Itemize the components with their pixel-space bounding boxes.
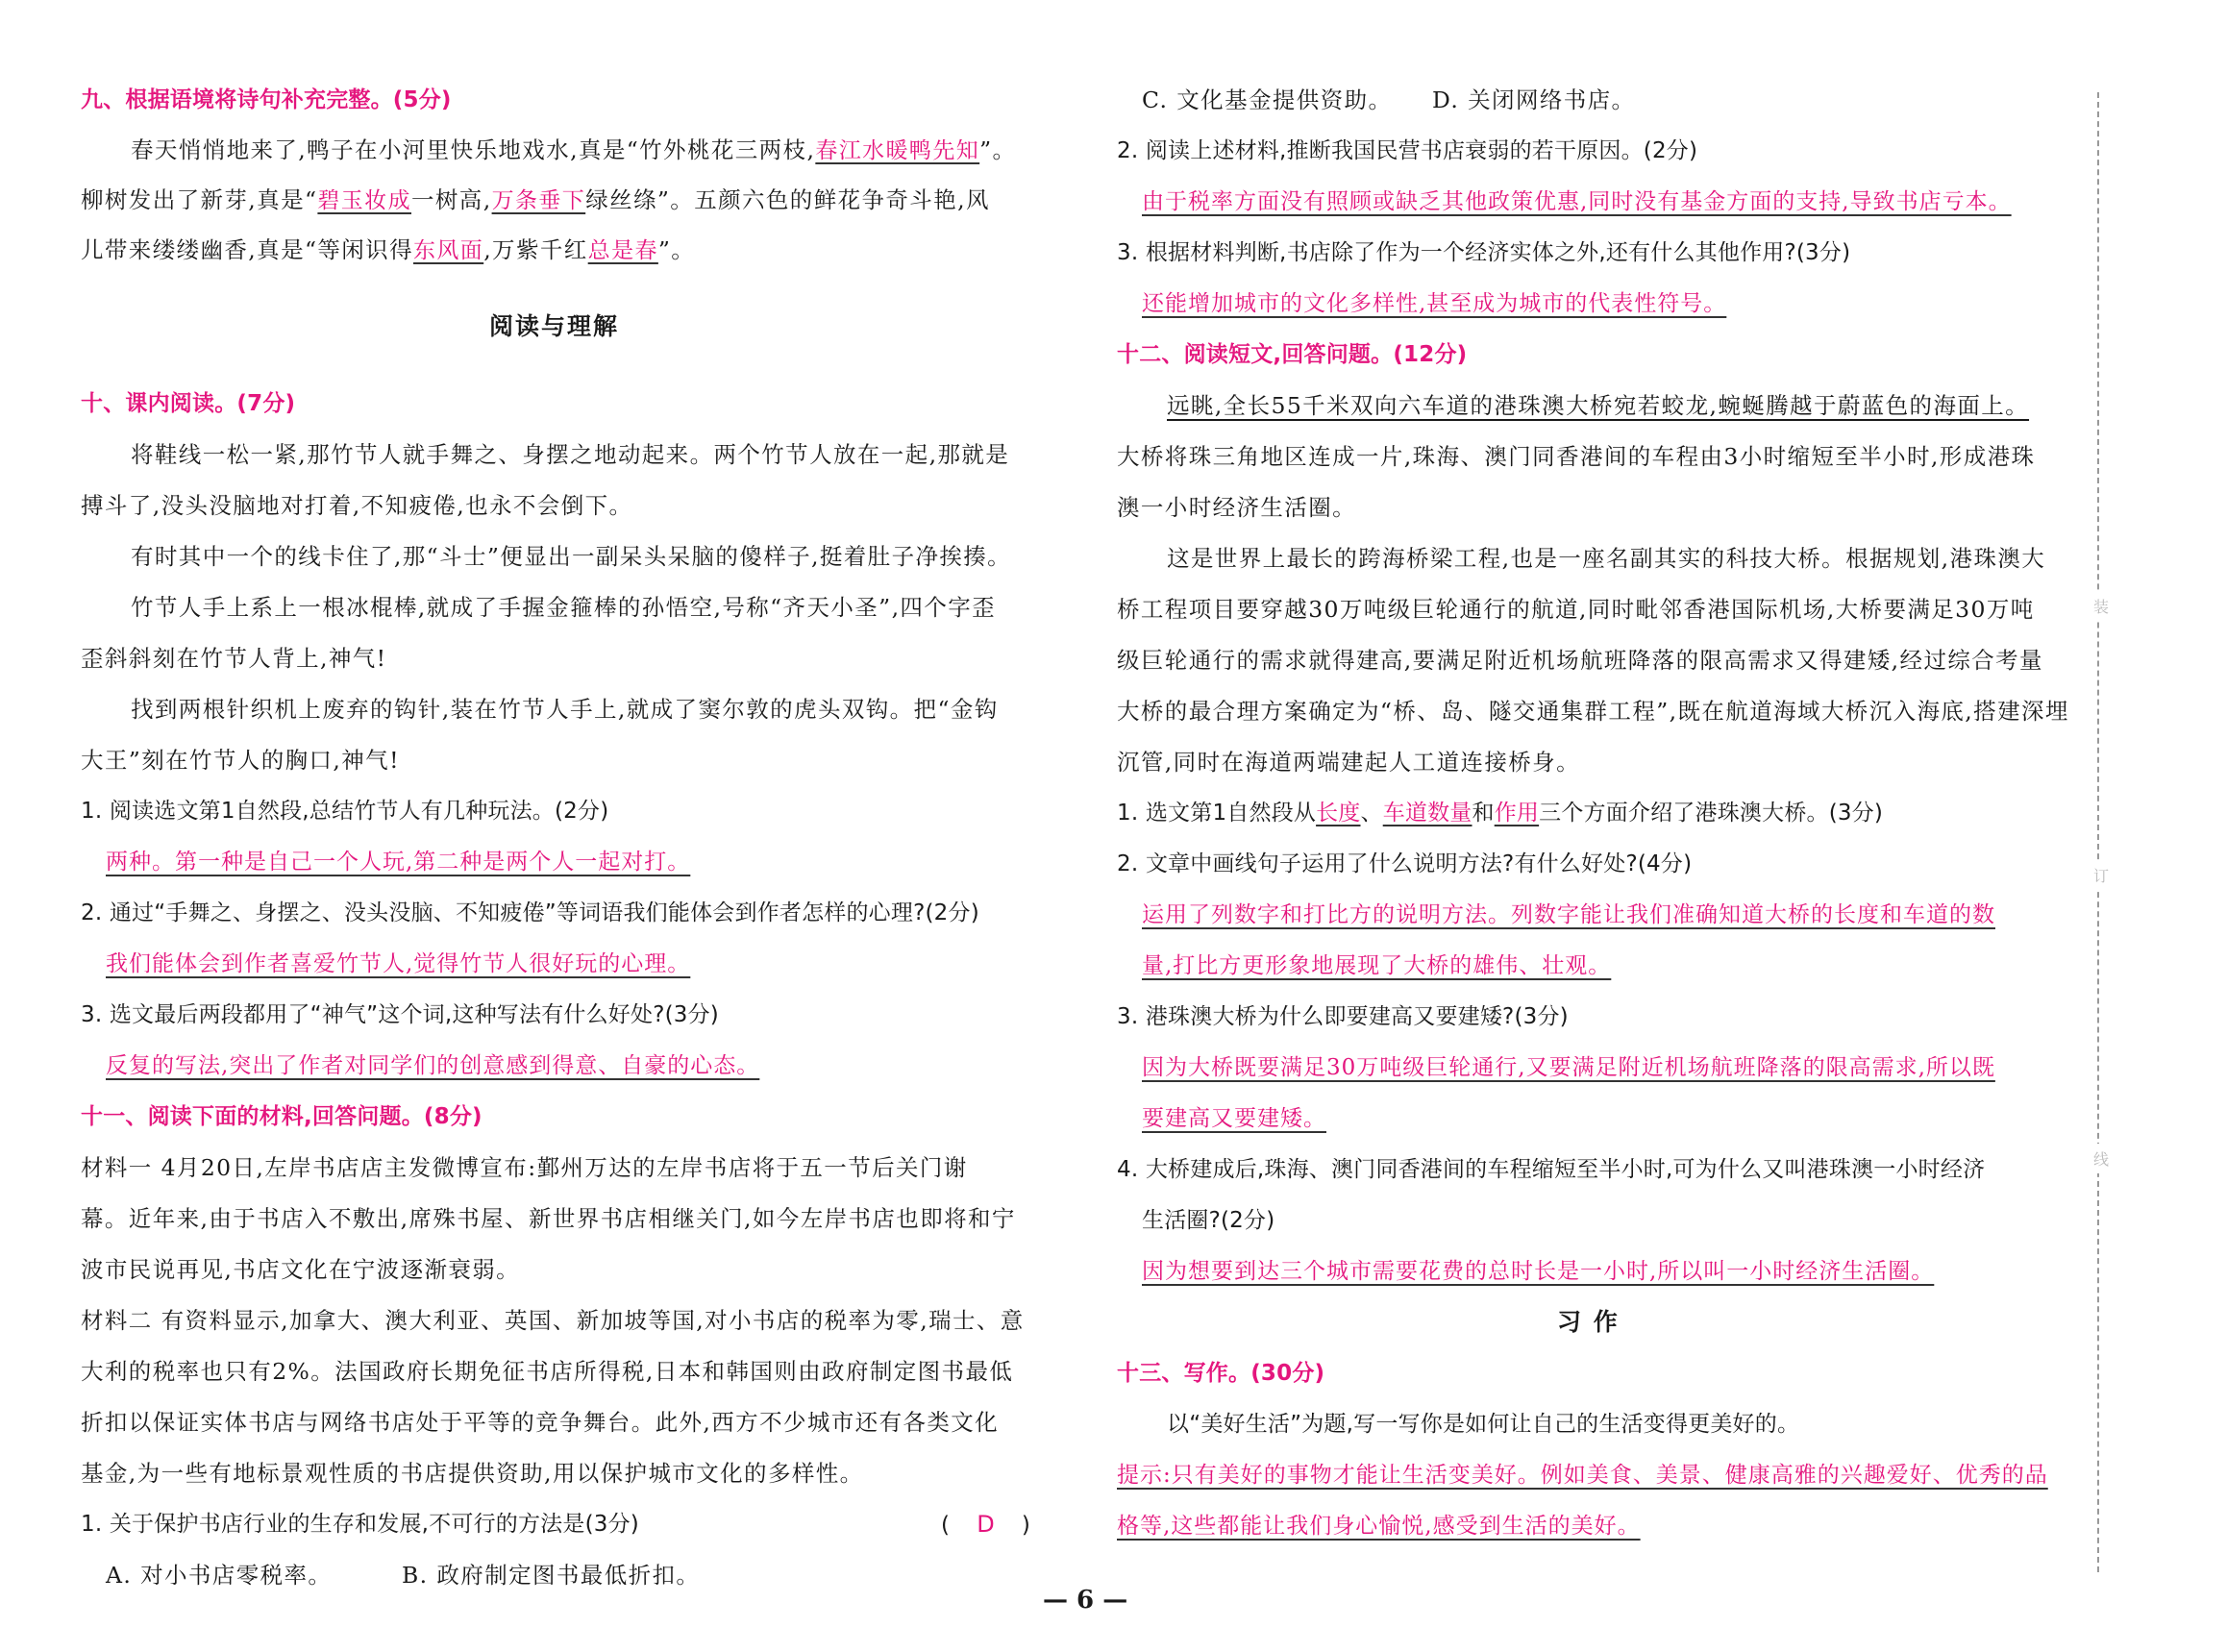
q11-answer-3: 还能增加城市的文化多样性,甚至成为城市的代表性符号。	[1142, 291, 1727, 316]
q13-heading: 十三、写作。(30分)	[1117, 1361, 1325, 1386]
section-title-reading: 阅读与理解	[489, 312, 620, 340]
q10-answer-2: 我们能体会到作者喜爱竹节人,觉得竹节人很好玩的心理。	[106, 951, 691, 976]
q9-text: 绿丝绦”。五颜六色的鲜花争奇斗艳,风	[585, 186, 990, 213]
q12-q1-text: 三个方面介绍了港珠澳大桥。(3分)	[1539, 801, 1884, 826]
q12-fill-3: 作用	[1494, 801, 1540, 826]
q9-line-1	[81, 133, 1016, 168]
q12-p2a: 这是世界上最长的跨海桥梁工程,也是一座名副其实的科技大桥。根据规划,港珠澳大	[1167, 545, 2046, 572]
q11-m1b: 幕。近年来,由于书店入不敷出,席殊书屋、新世界书店相继关门,如今左岸书店也即将和宁	[81, 1205, 1016, 1232]
q9-text: ,万紫千红	[483, 236, 588, 263]
section-title-writing: 习 作	[1557, 1308, 1620, 1336]
q10-heading: 十、课内阅读。(7分)	[81, 391, 296, 416]
q10-question-3: 3. 选文最后两段都用了“神气”这个词,这种写法有什么好处?(3分)	[81, 1002, 719, 1027]
q9-heading: 九、根据语境将诗句补充完整。(5分)	[81, 87, 452, 112]
q9-line-2	[81, 183, 990, 218]
q11-m2a: 材料二 有资料显示,加拿大、澳大利亚、英国、新加坡等国,对小书店的税率为零,瑞士、意	[81, 1307, 1025, 1334]
bracket-close: )	[1021, 1513, 1031, 1538]
q10-question-2: 2. 通过“手舞之、身摆之、没头没脑、不知疲倦”等词语我们能体会到作者怎样的心理?(2分)	[81, 900, 979, 925]
bracket-open: (	[941, 1513, 951, 1538]
q10-p1b: 搏斗了,没头没脑地对打着,不知疲倦,也永不会倒下。	[81, 492, 633, 519]
q11-option-a: A. 对小书店零税率。	[106, 1562, 333, 1589]
q12-question-3: 3. 港珠澳大桥为什么即要建高又要建矮?(3分)	[1117, 1004, 1569, 1029]
q12-question-4a: 4. 大桥建成后,珠海、澳门同香港间的车程缩短至半小时,可为什么又叫港珠澳一小时经济	[1117, 1157, 1986, 1182]
q11-option-d: D. 关闭网络书店。	[1432, 86, 1636, 113]
q12-p1a-underlined: 远眺,全长55千米双向六车道的港珠澳大桥宛若蛟龙,蜿蜒腾越于蔚蓝色的海面上。	[1167, 392, 2030, 419]
q11-question-1: 1. 关于保护书店行业的生存和发展,不可行的方法是(3分)	[81, 1512, 639, 1537]
q10-p2: 有时其中一个的线卡住了,那“斗士”便显出一副呆头呆脑的傻样子,挺着肚子净挨揍。	[131, 543, 1012, 570]
q11-answer-1: D	[977, 1511, 995, 1538]
page-number: — 6 —	[1043, 1586, 1128, 1615]
q12-q1-text: 1. 选文第1自然段从	[1117, 801, 1317, 826]
q12-p1c: 澳一小时经济生活圈。	[1117, 494, 1356, 521]
q12-question-4b: 生活圈?(2分)	[1142, 1208, 1275, 1233]
q11-m2d: 基金,为一些有地标景观性质的书店提供资助,用以保护城市文化的多样性。	[81, 1460, 864, 1487]
q11-m1a: 材料一 4月20日,左岸书店店主发微博宣布:鄞州万达的左岸书店将于五一节后关门谢	[81, 1154, 968, 1181]
q12-p2b: 桥工程项目要穿越30万吨级巨轮通行的航道,同时毗邻香港国际机场,大桥要满足30万吨	[1117, 596, 2035, 623]
q12-fill-1: 长度	[1316, 801, 1361, 826]
q9-fill-4: 东风面	[412, 238, 484, 263]
q12-answer-3a: 因为大桥既要满足30万吨级巨轮通行,又要满足附近机场航班降落的限高需求,所以既	[1142, 1055, 1995, 1080]
q9-text: 春天悄悄地来了,鸭子在小河里快乐地戏水,真是“竹外桃花三两枝,	[131, 136, 816, 163]
q11-m2c: 折扣以保证实体书店与网络书店处于平等的竞争舞台。此外,西方不少城市还有各类文化	[81, 1409, 1000, 1436]
q10-p4a: 找到两根针织机上废弃的钩针,装在竹节人手上,就成了窦尔敦的虎头双钩。把“金钩	[131, 696, 999, 723]
q12-q1-text: 和	[1472, 801, 1495, 826]
q9-text: 柳树发出了新芽,真是“	[81, 186, 318, 213]
binding-label-2: 订	[2093, 860, 2109, 890]
binding-label-3: 线	[2093, 1144, 2109, 1173]
q10-p1a: 将鞋线一松一紧,那竹节人就手舞之、身摆之地动起来。两个竹节人放在一起,那就是	[131, 441, 1010, 468]
q9-fill-2: 碧玉妆成	[317, 188, 411, 213]
binding-label-1: 装	[2093, 591, 2109, 621]
q9-line-3	[81, 233, 695, 268]
q9-fill-5: 总是春	[587, 238, 658, 263]
q9-text: ”。	[657, 236, 696, 263]
q13-tip-a: 提示:只有美好的事物才能让生活变美好。例如美食、美景、健康高雅的兴趣爱好、优秀的品	[1117, 1463, 2048, 1488]
q12-heading: 十二、阅读短文,回答问题。(12分)	[1117, 342, 1468, 367]
q12-answer-2b: 量,打比方更形象地展现了大桥的雄伟、壮观。	[1142, 953, 1612, 978]
q11-answer-2: 由于税率方面没有照顾或缺乏其他政策优惠,同时没有基金方面的支持,导致书店亏本。	[1142, 189, 2012, 214]
q10-p3a: 竹节人手上系上一根冰棍棒,就成了手握金箍棒的孙悟空,号称“齐天小圣”,四个字歪	[131, 594, 997, 621]
q10-answer-3: 反复的写法,突出了作者对同学们的创意感到得意、自豪的心态。	[106, 1053, 760, 1078]
q11-question-3: 3. 根据材料判断,书店除了作为一个经济实体之外,还有什么其他作用?(3分)	[1117, 240, 1851, 265]
q10-p4b: 大王”刻在竹节人的胸口,神气!	[81, 747, 400, 774]
q11-option-c: C. 文化基金提供资助。	[1142, 86, 1393, 113]
q9-fill-1: 春江水暖鸭先知	[815, 138, 980, 163]
q13-tip-b: 格等,这些都能让我们身心愉悦,感受到生活的美好。	[1117, 1514, 1641, 1539]
q13-prompt: 以“美好生活”为题,写一写你是如何让自己的生活变得更美好的。	[1167, 1412, 1800, 1437]
q12-p1b: 大桥将珠三角地区连成一片,珠海、澳门同香港间的车程由3小时缩短至半小时,形成港珠	[1117, 443, 2036, 470]
q9-text: 一树高,	[411, 186, 492, 213]
q10-question-1: 1. 阅读选文第1自然段,总结竹节人有几种玩法。(2分)	[81, 799, 609, 824]
q12-q1-text: 、	[1360, 801, 1383, 826]
q12-fill-2: 车道数量	[1382, 801, 1472, 826]
q9-text: 儿带来缕缕幽香,真是“等闲识得	[81, 236, 413, 263]
q10-answer-1: 两种。第一种是自己一个人玩,第二种是两个人一起对打。	[106, 850, 691, 875]
q11-answer-bracket	[941, 1507, 1030, 1542]
q9-text: ”。	[979, 136, 1017, 163]
q12-question-2: 2. 文章中画线句子运用了什么说明方法?有什么好处?(4分)	[1117, 851, 1693, 876]
q11-question-2: 2. 阅读上述材料,推断我国民营书店衰弱的若干原因。(2分)	[1117, 138, 1698, 163]
q11-option-b: B. 政府制定图书最低折扣。	[402, 1562, 701, 1589]
q12-answer-3b: 要建高又要建矮。	[1142, 1106, 1326, 1131]
q12-p2d: 大桥的最合理方案确定为“桥、岛、隧交通集群工程”,既在航道海域大桥沉入海底,搭建深埋	[1117, 698, 2069, 725]
q11-m2b: 大利的税率也只有2%。法国政府长期免征书店所得税,日本和韩国则由政府制定图书最低	[81, 1358, 1014, 1385]
q12-question-1	[1117, 796, 1883, 830]
q12-answer-2a: 运用了列数字和打比方的说明方法。列数字能让我们准确知道大桥的长度和车道的数	[1142, 902, 1995, 927]
binding-dashed-line	[2097, 92, 2099, 1572]
q11-m1c: 波市民说再见,书店文化在宁波逐渐衰弱。	[81, 1256, 521, 1283]
q9-fill-3: 万条垂下	[491, 188, 586, 213]
q11-heading: 十一、阅读下面的材料,回答问题。(8分)	[81, 1104, 483, 1129]
q12-p2c: 级巨轮通行的需求就得建高,要满足附近机场航班降落的限高需求又得建矮,经过综合考量	[1117, 647, 2043, 674]
q12-p2e: 沉管,同时在海道两端建起人工道连接桥身。	[1117, 749, 1580, 776]
q12-answer-4: 因为想要到达三个城市需要花费的总时长是一小时,所以叫一小时经济生活圈。	[1142, 1259, 1935, 1284]
q10-p3b: 歪斜斜刻在竹节人背上,神气!	[81, 645, 387, 672]
